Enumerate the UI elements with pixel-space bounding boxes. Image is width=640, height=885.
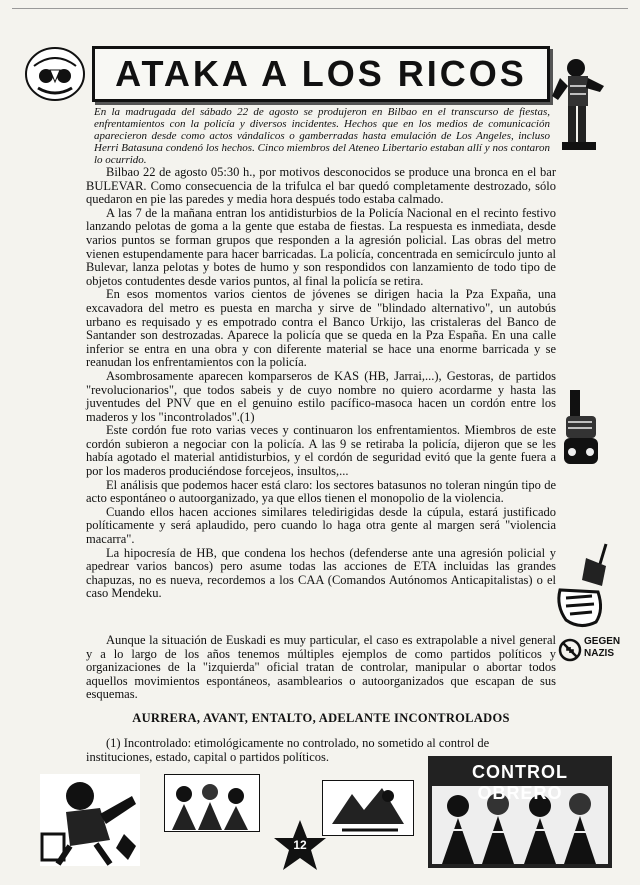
paragraph: Este cordón fue roto varias veces y continuaron los enfrentamientos. Miembros de este cordón subieron a negociar con la policía. A las 9 se retiraba la policía, dijeron que se les había agotado el material antidisturbios, y el cordón de seguridad evitó que la gente fuera a por los maderos produciéndose forcejeos, insultos,... xyxy=(86,423,556,479)
paragraph: El análisis que podemos hacer está claro: los sectores batasunos no toleran ningún tipo de acto espontáneo o autoorganizado, ya que ellos tienen el monopolio de la violencia. xyxy=(86,477,556,506)
title-box xyxy=(92,46,550,102)
paragraph: Bilbao 22 de agosto 05:30 h., por motivos desconocidos se produce una bronca en el bar BULEVAR. Como consecuencia de la trifulca el bar quedó completamente destrozado, sólo quedaron en pie las paredes y media hora después todo estaba calmado. xyxy=(86,165,556,207)
cartoon-figure-illustration xyxy=(40,774,140,866)
paragraph: En esos momentos varios cientos de jóvenes se dirigen hacia la Pza Expaña, una excavadora del metro es puesta en marcha y sirve de "blindado alternativo", un autobús urbano es requisado y es empotrado contra el Banco Urkijo, las cristaleras del Banco de Santander son destrozadas. Aparece la policía que se queda en la Pza España. En una calle inferior se entra en una obra y con diferente material se hace una enorme barricada y se reanudan los enfrentamientos con la policía. xyxy=(86,287,556,370)
closing-text xyxy=(86,634,556,702)
intro-text: En la madrugada del sábado 22 de agosto se produjeron en Bilbao en el transcurso de fiestas, enfrentamientos con la policía y diversos incidentes. Hechos que en los medios de comunicación aparecieron desde como actos vándalicos o gamberradas hasta emulación de Los Angeles, incluso Herri Batasuna condenó los hechos. Cinco miembros del Ateneo Libertario estaban allí y nos contaron lo ocurrido. xyxy=(94,106,550,166)
paragraph: A las 7 de la mañana entran los antidisturbios de la Policía Nacional en el recinto festivo lanzando pelotas de goma a la gente que estaba de fiestas. La respuesta es inmediata, desde varios puntos se forman grupos que responden a la agresión policial. Las obras del metro vienen estupendamente para hacer barricadas. La policía, concentrada en semicírculo junto al Bulevar, lanza pelotas y botes de humo y son respondidos con lanzamiento de todo tipo de objetos contudentes desde varios puntos, al final la policía se retira. xyxy=(86,205,556,288)
control-obrero-label: CONTROL OBRERO xyxy=(472,762,568,803)
riot-soldier-illustration xyxy=(550,56,606,156)
badge-nazis: NAZIS xyxy=(584,648,614,659)
paragraph: Aunque la situación de Euskadi es muy particular, el caso es extrapolable a nivel general y a lo largo de los años tenemos múltiples ejemplos de como partidos políticos y organizaciones de la "izquierda" oficial tratan de controlar, manipular o abortar todos aquellos movimientos espontáneos, asamblearios o autoorganizados que escapan de sus esquemas. xyxy=(86,633,556,702)
cartoon-action-illustration xyxy=(322,780,414,836)
control-obrero-illustration xyxy=(428,756,612,868)
footnote-text: (1) Incontrolado: etimológicamente no controlado, no sometido al control de instituciones, estado, capital o partidos políticos. xyxy=(86,736,490,764)
gegen-nazis-badge xyxy=(558,636,624,664)
paragraph: Asombrosamente aparecen komparseros de KAS (HB, Jarrai,...), Gestoras, de partidos "revolucionarios", que todos sabeis y de cuyo nombre no quiero acordarme y hasta las juventudes del PNV que en el genuino estilo pacífico-masoca hacen un cordón entre los maderos y los "incontrolados".(1) xyxy=(86,368,556,424)
paragraph: La hipocresía de HB, que condena los hechos (defenderse ante una agresión policial y apedrear varios bancos) pero asume todas las acciones de ETA incluidas las grandes chapuzas, no es nueva, recordemos a los CAA (Comandos Autónomos Anticapitalistas) o el caso Mendeku. xyxy=(86,545,556,601)
cartoon-crowd-illustration xyxy=(164,774,260,832)
antifa-crossed-swastika-icon xyxy=(558,638,582,662)
boot-illustration xyxy=(552,540,616,632)
article-body xyxy=(86,166,556,601)
slogan: AURRERA, AVANT, ENTALTO, ADELANTE INCONTROLADOS xyxy=(132,711,510,725)
page-number: 12 xyxy=(293,838,307,852)
star-icon xyxy=(272,818,328,872)
badge-gegen: GEGEN xyxy=(584,636,621,647)
page-title: ATAKA A LOS RICOS xyxy=(115,53,527,94)
paragraph: Cuando ellos hacen acciones similares teledirigidas desde la cúpula, estará justificado políticamente y será aplaudido, pero cuando lo haga otra gente al margen será "violencia macarra". xyxy=(86,504,556,547)
tank-illustration xyxy=(562,388,602,470)
ateneo-logo-icon xyxy=(24,46,86,102)
